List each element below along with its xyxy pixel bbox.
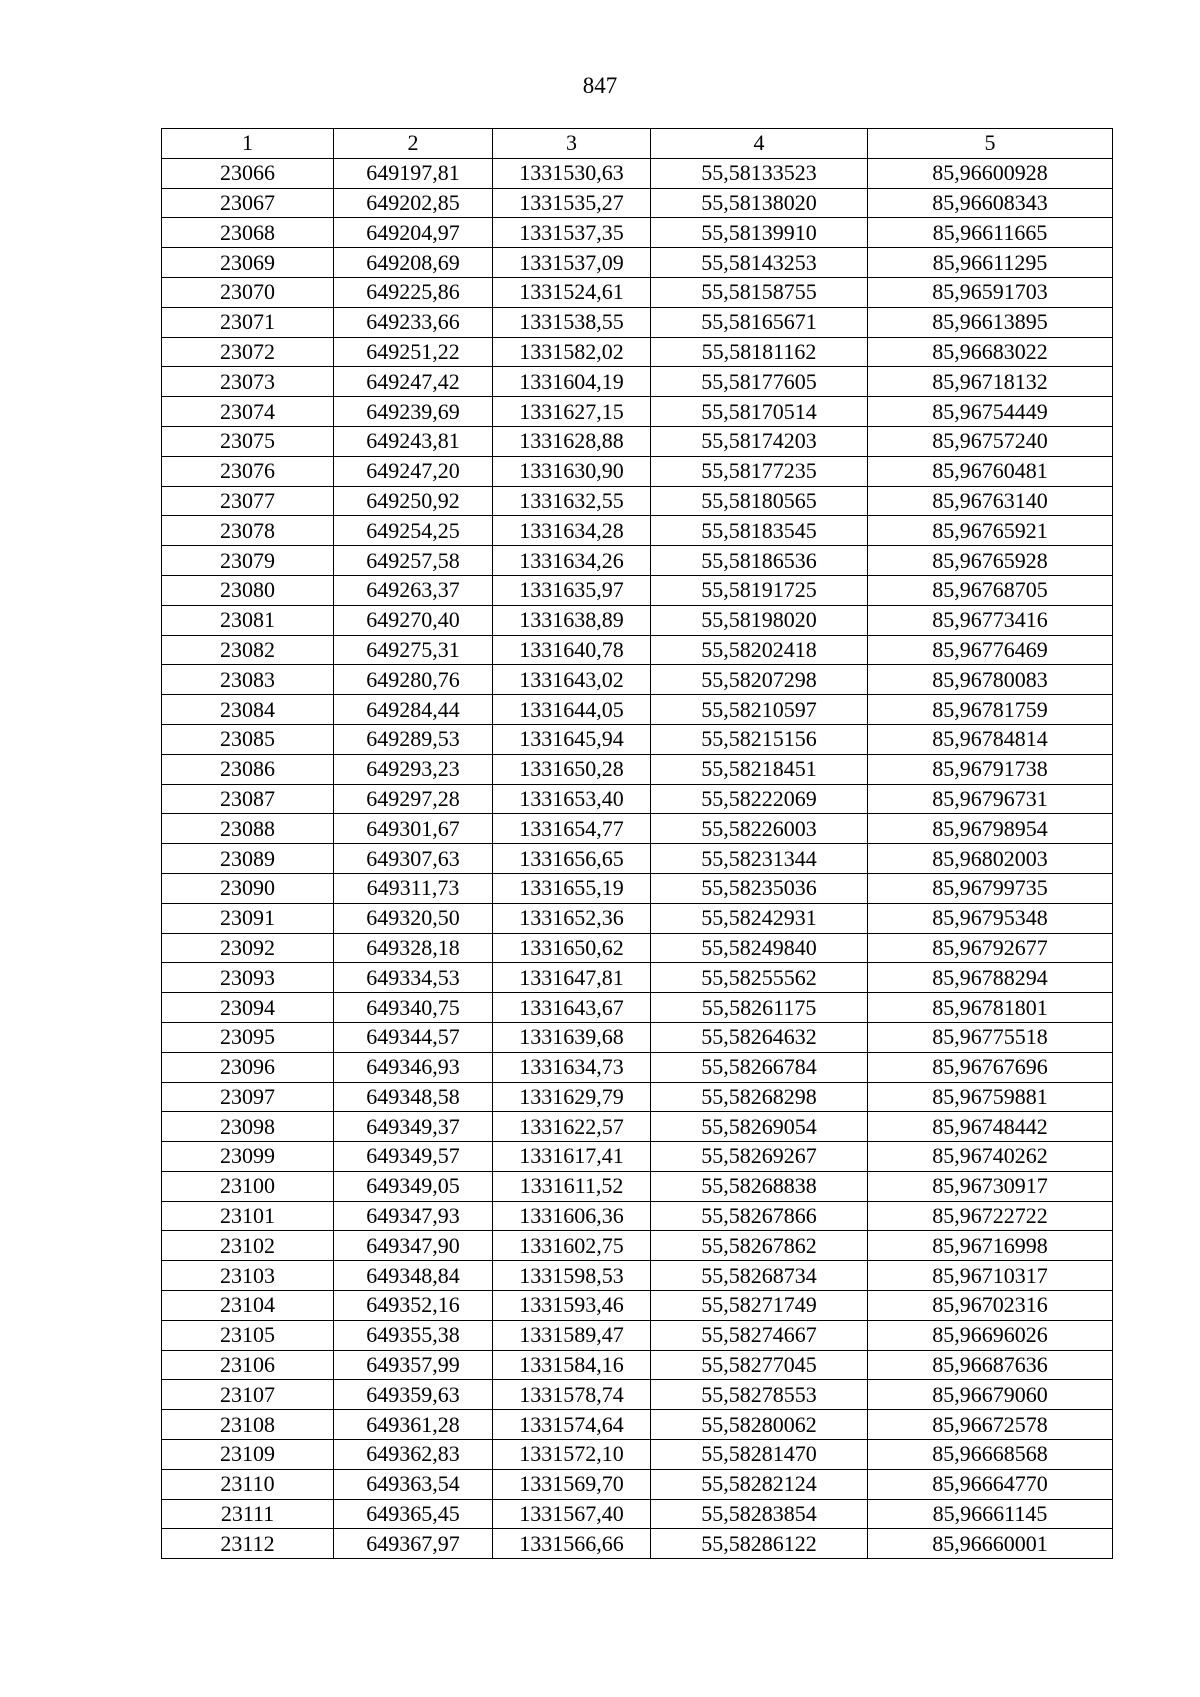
table-cell: 55,58207298 bbox=[651, 665, 868, 695]
table-cell: 23073 bbox=[162, 367, 334, 397]
table-cell: 23071 bbox=[162, 307, 334, 337]
table-cell: 55,58278553 bbox=[651, 1380, 868, 1410]
table-row bbox=[162, 1112, 1113, 1142]
table-cell: 85,96696026 bbox=[868, 1320, 1113, 1350]
table-cell: 55,58226003 bbox=[651, 814, 868, 844]
table-cell: 649284,44 bbox=[334, 695, 493, 725]
table-cell: 649361,28 bbox=[334, 1410, 493, 1440]
table-cell: 1331630,90 bbox=[493, 456, 651, 486]
table-cell: 1331645,94 bbox=[493, 724, 651, 754]
table-row bbox=[162, 1529, 1113, 1559]
table-row bbox=[162, 575, 1113, 605]
table-row bbox=[162, 784, 1113, 814]
table-cell: 85,96683022 bbox=[868, 337, 1113, 367]
table-cell: 649247,42 bbox=[334, 367, 493, 397]
table-cell: 85,96788294 bbox=[868, 963, 1113, 993]
table-header-row bbox=[162, 129, 1113, 159]
table-cell: 55,58255562 bbox=[651, 963, 868, 993]
table-cell: 55,58186536 bbox=[651, 546, 868, 576]
table-row bbox=[162, 605, 1113, 635]
table-cell: 85,96748442 bbox=[868, 1112, 1113, 1142]
table-cell: 85,96613895 bbox=[868, 307, 1113, 337]
table-cell: 23068 bbox=[162, 218, 334, 248]
table-cell: 1331632,55 bbox=[493, 486, 651, 516]
table-cell: 23066 bbox=[162, 158, 334, 188]
table-cell: 55,58271749 bbox=[651, 1291, 868, 1321]
table-cell: 1331524,61 bbox=[493, 277, 651, 307]
table-row bbox=[162, 1291, 1113, 1321]
table-cell: 23101 bbox=[162, 1201, 334, 1231]
table-cell: 649301,67 bbox=[334, 814, 493, 844]
table-cell: 55,58158755 bbox=[651, 277, 868, 307]
table-cell: 23093 bbox=[162, 963, 334, 993]
table-cell: 55,58177605 bbox=[651, 367, 868, 397]
table-cell: 85,96780083 bbox=[868, 665, 1113, 695]
table-cell: 649254,25 bbox=[334, 516, 493, 546]
table-cell: 1331627,15 bbox=[493, 397, 651, 427]
table-cell: 55,58280062 bbox=[651, 1410, 868, 1440]
table-cell: 1331566,66 bbox=[493, 1529, 651, 1559]
table-cell: 55,58268734 bbox=[651, 1261, 868, 1291]
table-row bbox=[162, 1380, 1113, 1410]
table-cell: 649328,18 bbox=[334, 933, 493, 963]
table-cell: 649362,83 bbox=[334, 1440, 493, 1470]
table-cell: 23112 bbox=[162, 1529, 334, 1559]
table-cell: 23108 bbox=[162, 1410, 334, 1440]
table-cell: 1331572,10 bbox=[493, 1440, 651, 1470]
table-cell: 23097 bbox=[162, 1082, 334, 1112]
table-cell: 55,58231344 bbox=[651, 844, 868, 874]
table-cell: 23075 bbox=[162, 426, 334, 456]
table-cell: 23095 bbox=[162, 1022, 334, 1052]
table-row bbox=[162, 665, 1113, 695]
table-row bbox=[162, 1022, 1113, 1052]
table-cell: 85,96611295 bbox=[868, 248, 1113, 278]
table-body bbox=[162, 129, 1113, 1559]
table-row bbox=[162, 724, 1113, 754]
table-row bbox=[162, 1142, 1113, 1172]
table-row bbox=[162, 993, 1113, 1023]
table-cell: 85,96702316 bbox=[868, 1291, 1113, 1321]
table-cell: 85,96776469 bbox=[868, 635, 1113, 665]
table-cell: 649344,57 bbox=[334, 1022, 493, 1052]
table-cell: 649289,53 bbox=[334, 724, 493, 754]
column-header: 2 bbox=[334, 129, 493, 159]
table-cell: 649348,58 bbox=[334, 1082, 493, 1112]
table-row bbox=[162, 516, 1113, 546]
table-cell: 1331598,53 bbox=[493, 1261, 651, 1291]
table-cell: 649263,37 bbox=[334, 575, 493, 605]
table-cell: 85,96668568 bbox=[868, 1440, 1113, 1470]
table-row bbox=[162, 903, 1113, 933]
table-cell: 649320,50 bbox=[334, 903, 493, 933]
table-cell: 649355,38 bbox=[334, 1320, 493, 1350]
table-cell: 85,96765921 bbox=[868, 516, 1113, 546]
table-cell: 23091 bbox=[162, 903, 334, 933]
table-cell: 55,58198020 bbox=[651, 605, 868, 635]
table-cell: 649347,93 bbox=[334, 1201, 493, 1231]
table-cell: 649349,57 bbox=[334, 1142, 493, 1172]
table-cell: 85,96781801 bbox=[868, 993, 1113, 1023]
table-cell: 1331634,73 bbox=[493, 1052, 651, 1082]
table-cell: 649233,66 bbox=[334, 307, 493, 337]
table-cell: 85,96773416 bbox=[868, 605, 1113, 635]
table-row bbox=[162, 367, 1113, 397]
table-cell: 55,58202418 bbox=[651, 635, 868, 665]
column-header: 4 bbox=[651, 129, 868, 159]
table-cell: 23100 bbox=[162, 1171, 334, 1201]
table-cell: 55,58282124 bbox=[651, 1469, 868, 1499]
table-cell: 23092 bbox=[162, 933, 334, 963]
table-cell: 55,58177235 bbox=[651, 456, 868, 486]
table-cell: 1331535,27 bbox=[493, 188, 651, 218]
table-row bbox=[162, 426, 1113, 456]
table-cell: 649363,54 bbox=[334, 1469, 493, 1499]
table-cell: 55,58180565 bbox=[651, 486, 868, 516]
table-cell: 1331644,05 bbox=[493, 695, 651, 725]
table-row bbox=[162, 635, 1113, 665]
table-cell: 649270,40 bbox=[334, 605, 493, 635]
table-cell: 1331537,35 bbox=[493, 218, 651, 248]
table-cell: 85,96730917 bbox=[868, 1171, 1113, 1201]
table-cell: 649349,37 bbox=[334, 1112, 493, 1142]
table-cell: 1331635,97 bbox=[493, 575, 651, 605]
table-cell: 23110 bbox=[162, 1469, 334, 1499]
table-cell: 85,96784814 bbox=[868, 724, 1113, 754]
coordinates-table bbox=[161, 128, 1113, 1559]
table-cell: 55,58210597 bbox=[651, 695, 868, 725]
table-row bbox=[162, 248, 1113, 278]
table-cell: 85,96791738 bbox=[868, 754, 1113, 784]
table-cell: 1331584,16 bbox=[493, 1350, 651, 1380]
table-cell: 1331622,57 bbox=[493, 1112, 651, 1142]
table-cell: 649247,20 bbox=[334, 456, 493, 486]
table-row bbox=[162, 754, 1113, 784]
table-cell: 55,58277045 bbox=[651, 1350, 868, 1380]
table-cell: 23070 bbox=[162, 277, 334, 307]
table-cell: 23111 bbox=[162, 1499, 334, 1529]
table-cell: 55,58191725 bbox=[651, 575, 868, 605]
table-cell: 649257,58 bbox=[334, 546, 493, 576]
table-cell: 55,58261175 bbox=[651, 993, 868, 1023]
table-cell: 649352,16 bbox=[334, 1291, 493, 1321]
table-cell: 55,58133523 bbox=[651, 158, 868, 188]
table-cell: 85,96759881 bbox=[868, 1082, 1113, 1112]
table-cell: 55,58138020 bbox=[651, 188, 868, 218]
table-row bbox=[162, 1350, 1113, 1380]
table-cell: 649349,05 bbox=[334, 1171, 493, 1201]
table-cell: 23077 bbox=[162, 486, 334, 516]
table-cell: 55,58266784 bbox=[651, 1052, 868, 1082]
table-row bbox=[162, 307, 1113, 337]
table-cell: 85,96740262 bbox=[868, 1142, 1113, 1172]
table-cell: 1331574,64 bbox=[493, 1410, 651, 1440]
table-cell: 1331655,19 bbox=[493, 873, 651, 903]
table-cell: 85,96710317 bbox=[868, 1261, 1113, 1291]
table-cell: 1331589,47 bbox=[493, 1320, 651, 1350]
table-cell: 55,58174203 bbox=[651, 426, 868, 456]
table-cell: 1331578,74 bbox=[493, 1380, 651, 1410]
table-cell: 1331611,52 bbox=[493, 1171, 651, 1201]
table-cell: 55,58249840 bbox=[651, 933, 868, 963]
table-cell: 649208,69 bbox=[334, 248, 493, 278]
table-cell: 1331638,89 bbox=[493, 605, 651, 635]
table-row bbox=[162, 1320, 1113, 1350]
table-cell: 23078 bbox=[162, 516, 334, 546]
table-cell: 85,96611665 bbox=[868, 218, 1113, 248]
table-cell: 85,96763140 bbox=[868, 486, 1113, 516]
table-cell: 649348,84 bbox=[334, 1261, 493, 1291]
table-cell: 55,58181162 bbox=[651, 337, 868, 367]
table-cell: 649357,99 bbox=[334, 1350, 493, 1380]
table-cell: 85,96672578 bbox=[868, 1410, 1113, 1440]
column-header: 5 bbox=[868, 129, 1113, 159]
table-row bbox=[162, 546, 1113, 576]
table-cell: 649243,81 bbox=[334, 426, 493, 456]
table-row bbox=[162, 1171, 1113, 1201]
table-cell: 55,58218451 bbox=[651, 754, 868, 784]
table-cell: 649365,45 bbox=[334, 1499, 493, 1529]
table-cell: 1331602,75 bbox=[493, 1231, 651, 1261]
table-cell: 85,96754449 bbox=[868, 397, 1113, 427]
table-cell: 85,96768705 bbox=[868, 575, 1113, 605]
table-cell: 55,58165671 bbox=[651, 307, 868, 337]
table-cell: 649297,28 bbox=[334, 784, 493, 814]
table-cell: 55,58222069 bbox=[651, 784, 868, 814]
table-cell: 23098 bbox=[162, 1112, 334, 1142]
table-cell: 23090 bbox=[162, 873, 334, 903]
table-cell: 1331606,36 bbox=[493, 1201, 651, 1231]
table-cell: 23069 bbox=[162, 248, 334, 278]
table-cell: 85,96767696 bbox=[868, 1052, 1113, 1082]
table-cell: 649280,76 bbox=[334, 665, 493, 695]
table-cell: 23072 bbox=[162, 337, 334, 367]
table-cell: 23104 bbox=[162, 1291, 334, 1321]
table-cell: 23076 bbox=[162, 456, 334, 486]
table-row bbox=[162, 844, 1113, 874]
table-cell: 649197,81 bbox=[334, 158, 493, 188]
table-cell: 23087 bbox=[162, 784, 334, 814]
table-cell: 23086 bbox=[162, 754, 334, 784]
table-cell: 55,58286122 bbox=[651, 1529, 868, 1559]
table-cell: 1331617,41 bbox=[493, 1142, 651, 1172]
table-row bbox=[162, 1201, 1113, 1231]
table-cell: 55,58269267 bbox=[651, 1142, 868, 1172]
table-cell: 23099 bbox=[162, 1142, 334, 1172]
table-cell: 85,96792677 bbox=[868, 933, 1113, 963]
table-row bbox=[162, 486, 1113, 516]
table-cell: 649359,63 bbox=[334, 1380, 493, 1410]
column-header: 3 bbox=[493, 129, 651, 159]
table-cell: 23109 bbox=[162, 1440, 334, 1470]
table-cell: 1331650,28 bbox=[493, 754, 651, 784]
page-number: 847 bbox=[582, 73, 618, 98]
table-cell: 55,58183545 bbox=[651, 516, 868, 546]
table-cell: 55,58242931 bbox=[651, 903, 868, 933]
table-cell: 1331643,67 bbox=[493, 993, 651, 1023]
table-cell: 23106 bbox=[162, 1350, 334, 1380]
table-cell: 1331530,63 bbox=[493, 158, 651, 188]
table-cell: 649204,97 bbox=[334, 218, 493, 248]
table-cell: 55,58235036 bbox=[651, 873, 868, 903]
table-row bbox=[162, 397, 1113, 427]
table-cell: 85,96795348 bbox=[868, 903, 1113, 933]
table-row bbox=[162, 1440, 1113, 1470]
table-cell: 85,96781759 bbox=[868, 695, 1113, 725]
table-cell: 1331593,46 bbox=[493, 1291, 651, 1321]
table-cell: 1331538,55 bbox=[493, 307, 651, 337]
table-row bbox=[162, 963, 1113, 993]
table-cell: 1331634,28 bbox=[493, 516, 651, 546]
table-cell: 649293,23 bbox=[334, 754, 493, 784]
table-cell: 23096 bbox=[162, 1052, 334, 1082]
table-cell: 23067 bbox=[162, 188, 334, 218]
table-cell: 1331647,81 bbox=[493, 963, 651, 993]
table-cell: 85,96664770 bbox=[868, 1469, 1113, 1499]
table-cell: 23082 bbox=[162, 635, 334, 665]
table-cell: 85,96718132 bbox=[868, 367, 1113, 397]
table-cell: 55,58268838 bbox=[651, 1171, 868, 1201]
table-cell: 55,58269054 bbox=[651, 1112, 868, 1142]
table-cell: 23102 bbox=[162, 1231, 334, 1261]
table-cell: 649239,69 bbox=[334, 397, 493, 427]
table-cell: 23085 bbox=[162, 724, 334, 754]
table-cell: 649340,75 bbox=[334, 993, 493, 1023]
table-cell: 1331628,88 bbox=[493, 426, 651, 456]
table-cell: 85,96660001 bbox=[868, 1529, 1113, 1559]
table-row bbox=[162, 1261, 1113, 1291]
table-cell: 1331604,19 bbox=[493, 367, 651, 397]
table-cell: 649334,53 bbox=[334, 963, 493, 993]
table-cell: 1331567,40 bbox=[493, 1499, 651, 1529]
table-cell: 85,96722722 bbox=[868, 1201, 1113, 1231]
table-row bbox=[162, 814, 1113, 844]
table-row bbox=[162, 277, 1113, 307]
table-cell: 55,58274667 bbox=[651, 1320, 868, 1350]
table-cell: 85,96608343 bbox=[868, 188, 1113, 218]
table-cell: 1331652,36 bbox=[493, 903, 651, 933]
table-row bbox=[162, 456, 1113, 486]
table-row bbox=[162, 1499, 1113, 1529]
table-row bbox=[162, 873, 1113, 903]
table-cell: 649307,63 bbox=[334, 844, 493, 874]
table-cell: 23080 bbox=[162, 575, 334, 605]
table-cell: 55,58139910 bbox=[651, 218, 868, 248]
table-cell: 23074 bbox=[162, 397, 334, 427]
table-cell: 85,96600928 bbox=[868, 158, 1113, 188]
table-cell: 85,96796731 bbox=[868, 784, 1113, 814]
table-cell: 85,96716998 bbox=[868, 1231, 1113, 1261]
table-cell: 649251,22 bbox=[334, 337, 493, 367]
table-row bbox=[162, 218, 1113, 248]
table-cell: 85,96802003 bbox=[868, 844, 1113, 874]
table-cell: 649225,86 bbox=[334, 277, 493, 307]
table-cell: 649346,93 bbox=[334, 1052, 493, 1082]
table-cell: 85,96765928 bbox=[868, 546, 1113, 576]
table-cell: 85,96799735 bbox=[868, 873, 1113, 903]
table-cell: 23083 bbox=[162, 665, 334, 695]
table-cell: 55,58281470 bbox=[651, 1440, 868, 1470]
table-cell: 1331629,79 bbox=[493, 1082, 651, 1112]
table-cell: 23081 bbox=[162, 605, 334, 635]
table-cell: 55,58267866 bbox=[651, 1201, 868, 1231]
table-cell: 1331640,78 bbox=[493, 635, 651, 665]
table-cell: 649202,85 bbox=[334, 188, 493, 218]
table-cell: 1331569,70 bbox=[493, 1469, 651, 1499]
table-cell: 649311,73 bbox=[334, 873, 493, 903]
table-row bbox=[162, 158, 1113, 188]
table-cell: 23103 bbox=[162, 1261, 334, 1291]
table-cell: 649275,31 bbox=[334, 635, 493, 665]
table-cell: 85,96679060 bbox=[868, 1380, 1113, 1410]
table-cell: 1331654,77 bbox=[493, 814, 651, 844]
column-header: 1 bbox=[162, 129, 334, 159]
table-row bbox=[162, 1410, 1113, 1440]
table-cell: 55,58267862 bbox=[651, 1231, 868, 1261]
table-row bbox=[162, 188, 1113, 218]
table-cell: 23107 bbox=[162, 1380, 334, 1410]
table-cell: 85,96775518 bbox=[868, 1022, 1113, 1052]
table-cell: 85,96760481 bbox=[868, 456, 1113, 486]
table-row bbox=[162, 1082, 1113, 1112]
table-cell: 649250,92 bbox=[334, 486, 493, 516]
table-cell: 23084 bbox=[162, 695, 334, 725]
table-row bbox=[162, 1231, 1113, 1261]
table-cell: 23094 bbox=[162, 993, 334, 1023]
table-cell: 1331582,02 bbox=[493, 337, 651, 367]
table-row bbox=[162, 337, 1113, 367]
table-cell: 649367,97 bbox=[334, 1529, 493, 1559]
table-cell: 1331537,09 bbox=[493, 248, 651, 278]
table-cell: 55,58215156 bbox=[651, 724, 868, 754]
table-cell: 85,96661145 bbox=[868, 1499, 1113, 1529]
table-cell: 23105 bbox=[162, 1320, 334, 1350]
table-cell: 85,96798954 bbox=[868, 814, 1113, 844]
table-cell: 1331634,26 bbox=[493, 546, 651, 576]
table-cell: 85,96687636 bbox=[868, 1350, 1113, 1380]
table-cell: 55,58268298 bbox=[651, 1082, 868, 1112]
table-cell: 649347,90 bbox=[334, 1231, 493, 1261]
table-cell: 55,58143253 bbox=[651, 248, 868, 278]
table-cell: 55,58283854 bbox=[651, 1499, 868, 1529]
table-cell: 55,58264632 bbox=[651, 1022, 868, 1052]
table-row bbox=[162, 1469, 1113, 1499]
table-row bbox=[162, 1052, 1113, 1082]
table-cell: 85,96757240 bbox=[868, 426, 1113, 456]
table-cell: 85,96591703 bbox=[868, 277, 1113, 307]
table-cell: 23089 bbox=[162, 844, 334, 874]
table-cell: 1331656,65 bbox=[493, 844, 651, 874]
table-cell: 1331650,62 bbox=[493, 933, 651, 963]
table-cell: 55,58170514 bbox=[651, 397, 868, 427]
table-cell: 1331653,40 bbox=[493, 784, 651, 814]
table-cell: 1331639,68 bbox=[493, 1022, 651, 1052]
table-cell: 23079 bbox=[162, 546, 334, 576]
table-cell: 23088 bbox=[162, 814, 334, 844]
table-row bbox=[162, 933, 1113, 963]
table-cell: 1331643,02 bbox=[493, 665, 651, 695]
table-row bbox=[162, 695, 1113, 725]
